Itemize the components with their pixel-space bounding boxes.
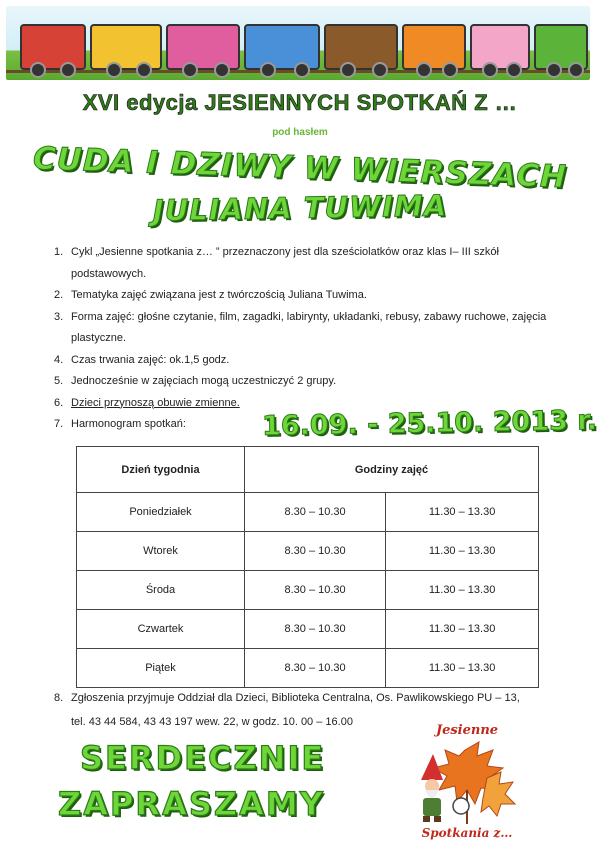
list-item: 3. Forma zajęć: głośne czytanie, film, zagadki, labirynty, układanki, rebusy, zabawy ruchowe, zajęcia plastyczne.: [54, 310, 547, 344]
time-slot-cell: 11.30 – 13.30: [386, 493, 539, 532]
list-item: 1. Cykl „Jesienne spotkania z… ” przeznaczony jest dla sześciolatków oraz klas I– III szkół podstawowych.: [54, 246, 499, 280]
train-banner: [6, 6, 590, 80]
train-car: [402, 24, 466, 70]
hours-column-header: Godziny zajęć: [245, 447, 539, 493]
subtitle: pod hasłem: [272, 127, 328, 138]
time-slot-cell: 8.30 – 10.30: [245, 571, 386, 610]
day-cell: Czwartek: [77, 610, 245, 649]
time-slot-cell: 8.30 – 10.30: [245, 532, 386, 571]
wheel: [546, 62, 562, 78]
time-slot-cell: 11.30 – 13.30: [386, 532, 539, 571]
time-slot-cell: 11.30 – 13.30: [386, 610, 539, 649]
wheel: [182, 62, 198, 78]
day-cell: Środa: [77, 571, 245, 610]
list-item: 7. Harmonogram spotkań:: [54, 418, 186, 430]
wheel: [30, 62, 46, 78]
table-row: [77, 649, 539, 688]
autumn-leaf-icon: [433, 742, 515, 824]
wheel: [442, 62, 458, 78]
wheel: [372, 62, 388, 78]
wheel: [214, 62, 230, 78]
wheel: [60, 62, 76, 78]
event-title: XVI edycja JESIENNYCH SPOTKAŃ Z …: [82, 90, 518, 115]
jesienne-spotkania-logo: [405, 720, 530, 842]
logo-bottom-text: Spotkania z…: [421, 826, 513, 840]
list-item: 5. Jednocześnie w zajęciach mogą uczestniczyć 2 grupy.: [54, 375, 337, 387]
badge-icon: [453, 798, 469, 814]
date-range: 16.09. - 25.10. 2013 r.: [261, 405, 598, 442]
wheel: [506, 62, 522, 78]
table-row: [77, 532, 539, 571]
wheel: [340, 62, 356, 78]
train-car: [166, 24, 240, 70]
wheel: [568, 62, 584, 78]
time-slot-cell: 11.30 – 13.30: [386, 649, 539, 688]
day-cell: Wtorek: [77, 532, 245, 571]
day-cell: Poniedziałek: [77, 493, 245, 532]
wheel: [294, 62, 310, 78]
time-slot-cell: 8.30 – 10.30: [245, 610, 386, 649]
theme-title-line2: JULIANA TUWIMA: [152, 188, 448, 228]
time-slot-cell: 11.30 – 13.30: [386, 571, 539, 610]
day-column-header: Dzień tygodnia: [77, 447, 245, 493]
schedule-table: [76, 446, 539, 688]
theme-title-line1: CUDA I DZIWY W WIERSZACH: [32, 140, 568, 196]
locomotive: [20, 24, 86, 70]
list-item: 6. Dzieci przynoszą obuwie zmienne.: [54, 396, 240, 409]
registration-info: 8. Zgłoszenia przyjmuje Oddział dla Dzieci, Biblioteka Centralna, Os. Pawlikowskiego PU – 13, tel. 43 44 584, 43 43 197 wew. 22, w godz. 10. 00 – 16.00: [54, 686, 574, 734]
wheel: [106, 62, 122, 78]
train-car: [90, 24, 162, 70]
wheel: [136, 62, 152, 78]
table-row: [77, 610, 539, 649]
registration-line1: Zgłoszenia przyjmuje Oddział dla Dzieci, Biblioteka Centralna, Os. Pawlikowskiego PU – 13,: [71, 692, 520, 704]
wheel: [260, 62, 276, 78]
time-slot-cell: 8.30 – 10.30: [245, 493, 386, 532]
logo-top-text: Jesienne: [435, 723, 499, 738]
invite-line2: ZAPRASZAMY: [58, 785, 325, 823]
wheel: [416, 62, 432, 78]
day-cell: Piątek: [77, 649, 245, 688]
table-row: [77, 493, 539, 532]
table-header-row: [77, 447, 539, 493]
registration-line2: tel. 43 44 584, 43 43 197 wew. 22, w godz. 10. 00 – 16.00: [71, 716, 353, 728]
invite-line1: SERDECZNIE: [80, 739, 326, 777]
table-row: [77, 571, 539, 610]
train-car: [244, 24, 320, 70]
wheel: [482, 62, 498, 78]
train-car: [324, 24, 398, 70]
time-slot-cell: 8.30 – 10.30: [245, 649, 386, 688]
train-car: [470, 24, 530, 70]
list-item: 4. Czas trwania zajęć: ok.1,5 godz.: [54, 353, 230, 366]
list-item: 2. Tematyka zajęć związana jest z twórczością Juliana Tuwima.: [54, 289, 367, 301]
